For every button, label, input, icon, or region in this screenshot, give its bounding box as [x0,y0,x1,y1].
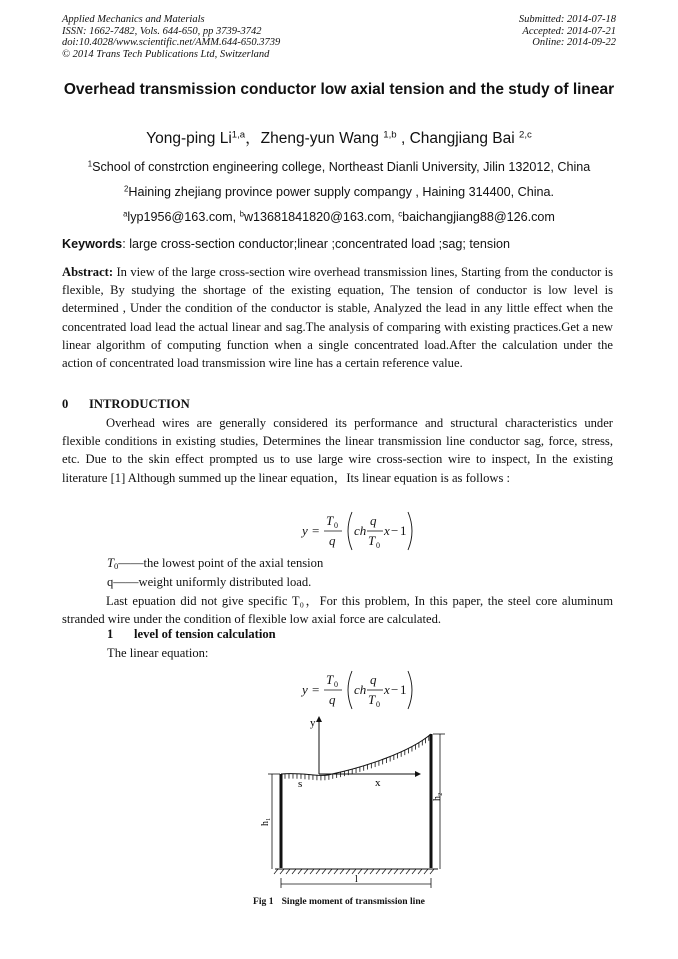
ground-hatch-line [328,869,332,874]
section-title: INTRODUCTION [89,397,190,411]
h2-label: h₂ [432,792,443,801]
equation-2 [290,665,420,715]
abstract-label: Abstract: [62,265,114,279]
author-2: Zheng-yun Wang [260,130,384,147]
ground-hatch-line [394,869,398,874]
figure-1-caption-text: Single moment of transmission line [281,896,425,907]
eq2-q: q [329,692,336,707]
copyright-line: © 2014 Trans Tech Publications Ltd, Switzerland [62,48,270,60]
eq2-eq: = [312,682,320,697]
eq2-T-sub: 0 [334,680,338,689]
ground-hatch-line [358,869,362,874]
ground-hatch-line [322,869,326,874]
eq1-q: q [329,533,336,548]
affiliation-2-sup: 2 [124,184,129,194]
keywords-label: Keywords [62,237,123,251]
ground-hatching [274,869,434,874]
eq2-one: 1 [400,682,407,697]
figure-1-diagram [250,712,470,892]
ground-hatch-line [304,869,308,874]
section-number: 0 [62,397,69,411]
abstract-text: In view of the large cross-section wire overhead transmission lines, Starting from the conductor is flexible, By studying the shortage of the existing equation, The tension of conductor is low level is determined , Under the condition of the conductor is stable, Analyzed the lead in any little effect when the concentrated load lead the actual linear and sag.The analysis of comparing with existing practices.Get a new linear algorithm of computing function when a single concentrated load.After the calculation under the action of concentrated load transmission wire line has a certain reference value. [62,265,613,371]
ground-hatch-line [316,869,320,874]
eq1-right-paren [408,512,412,550]
section-1-title: level of tension calculation [134,627,276,641]
ground-hatch-line [406,869,410,874]
ground-hatch-line [310,869,314,874]
section-1-number: 1 [107,627,114,641]
ground-hatch-line [388,869,392,874]
keywords [62,237,616,251]
dates-header [519,14,616,49]
eq2-T2: T [368,692,376,707]
eq2-T: T [326,672,334,687]
ground-hatch-line [298,869,302,874]
ground-hatch-line [400,869,404,874]
ground-hatch-line [412,869,416,874]
affiliation-1-text: School of constrction engineering college, Northeast Dianli University, Jilin 132012, China [92,160,591,174]
author-sep: ， [245,130,261,147]
definition-q: q——weight uniformly distributed load. [107,575,312,589]
eq1-T: T [326,513,334,528]
eq1-minus: − [391,523,399,538]
email-b[interactable]: w13681841820@163.com, [243,210,399,224]
eq2-y: y [302,682,308,697]
affiliation-2-text: Haining zhejiang province power supply compangy , Haining 314400, China. [128,185,554,199]
ground-hatch-line [382,869,386,874]
ground-hatch-line [418,869,422,874]
eq2-minus: − [391,682,399,697]
ground-hatch-line [286,869,290,874]
support-poles [281,734,431,868]
eq2-left-paren [348,671,352,709]
eq1-T-sub: 0 [334,521,338,530]
online-date: Online: 2014-09-22 [532,37,616,48]
email-c-sup: c [398,209,403,219]
h1-label: h₁ [260,817,271,826]
eq1-y: y [302,523,308,538]
email-list [62,210,616,224]
def-T-sub: 0 [114,561,119,572]
email-a-sup: a [123,209,128,219]
figure-1-caption [62,896,616,907]
ground-hatch-line [334,869,338,874]
linear-equation-intro: The linear equation: [107,646,209,660]
intro-paragraph-1: Overhead wires are generally considered its performance and structural characteristics under flexible conditions in existing studies, Determines the linear transmission line conductor sag, force, stress, etc. Due to the skin effect prompted us to use large wire cross-section wire to inspect, In the existing literature [1] Although summed up the linear equation，Its linear equation is as follows : [62,416,613,485]
affiliation-1 [62,160,616,174]
eq1-T2: T [368,533,376,548]
issn-line: ISSN: 1662-7482, Vols. 644-650, pp 3739-3742 [62,25,262,37]
def-T-symbol: T [107,556,115,570]
ground-hatch-line [346,869,350,874]
abstract [62,263,613,372]
eq1-eq: = [312,523,320,538]
eq2-x: x [384,682,390,697]
definition-T0 [107,556,323,571]
author-1-sup: 1,a [231,129,246,141]
journal-name: Applied Mechanics and Materials [62,14,205,25]
affiliation-1-sup: 1 [87,159,93,169]
affiliation-2 [62,185,616,199]
l-label: l [355,874,358,885]
equation-1 [290,506,420,556]
ground-hatch-line [340,869,344,874]
eq1-q2: q [370,513,377,528]
ground-hatch-line [424,869,428,874]
ground-hatch-line [364,869,368,874]
ground-hatch-line [274,869,278,874]
author-sep: , [396,130,410,147]
ground-hatch-line [280,869,284,874]
author-3-sup: 2,c [519,129,532,141]
eq2-right-paren [408,671,412,709]
author-1: Yong-ping Li [146,130,232,147]
eq1-one: 1 [400,523,407,538]
x-axis-label: x [375,777,381,789]
email-b-sup: b [239,209,244,219]
ground-hatch-line [370,869,374,874]
author-3: Changjiang Bai [409,130,520,147]
ground-hatch-line [430,869,434,874]
eq2-T2-sub: 0 [376,700,380,709]
submitted-date: Submitted: 2014-07-18 [518,14,616,25]
eq1-x: x [384,523,390,538]
eq2-q2: q [370,672,377,687]
ground-hatch-line [376,869,380,874]
journal-header [62,14,280,60]
accepted-date: Accepted: 2014-07-21 [522,25,616,37]
y-axis-label: y [310,717,316,729]
eq1-T2-sub: 0 [376,541,380,550]
ground-hatch-line [292,869,296,874]
paper-title: Overhead transmission conductor low axial tension and the study of linear [63,81,615,98]
section-heading-1 [107,627,276,642]
intro-paragraph-2: Last epuation did not give specific T₀，For this problem, In this paper, the steel core aluminum stranded wire under the condition of flexible low axial force are calculated. [62,594,613,627]
figure-1-number: Fig 1 [253,896,274,907]
eq1-left-paren [348,512,352,550]
author-2-sup: 1,b [383,129,397,141]
email-c[interactable]: baichangjiang88@126.com [402,210,555,224]
doi-line[interactable]: doi:10.4028/www.scientific.net/AMM.644-650.3739 [62,37,281,48]
def-T-text: ——the lowest point of the axial tension [118,556,324,570]
s-label: s [298,778,303,790]
keywords-text: : large cross-section conductor;linear ;concentrated load ;sag; tension [122,237,511,251]
section-heading-introduction [62,397,190,412]
author-list [62,126,616,148]
eq1-ch: ch [354,523,367,538]
email-a[interactable]: lyp1956@163.com, [127,210,240,224]
eq2-ch: ch [354,682,367,697]
